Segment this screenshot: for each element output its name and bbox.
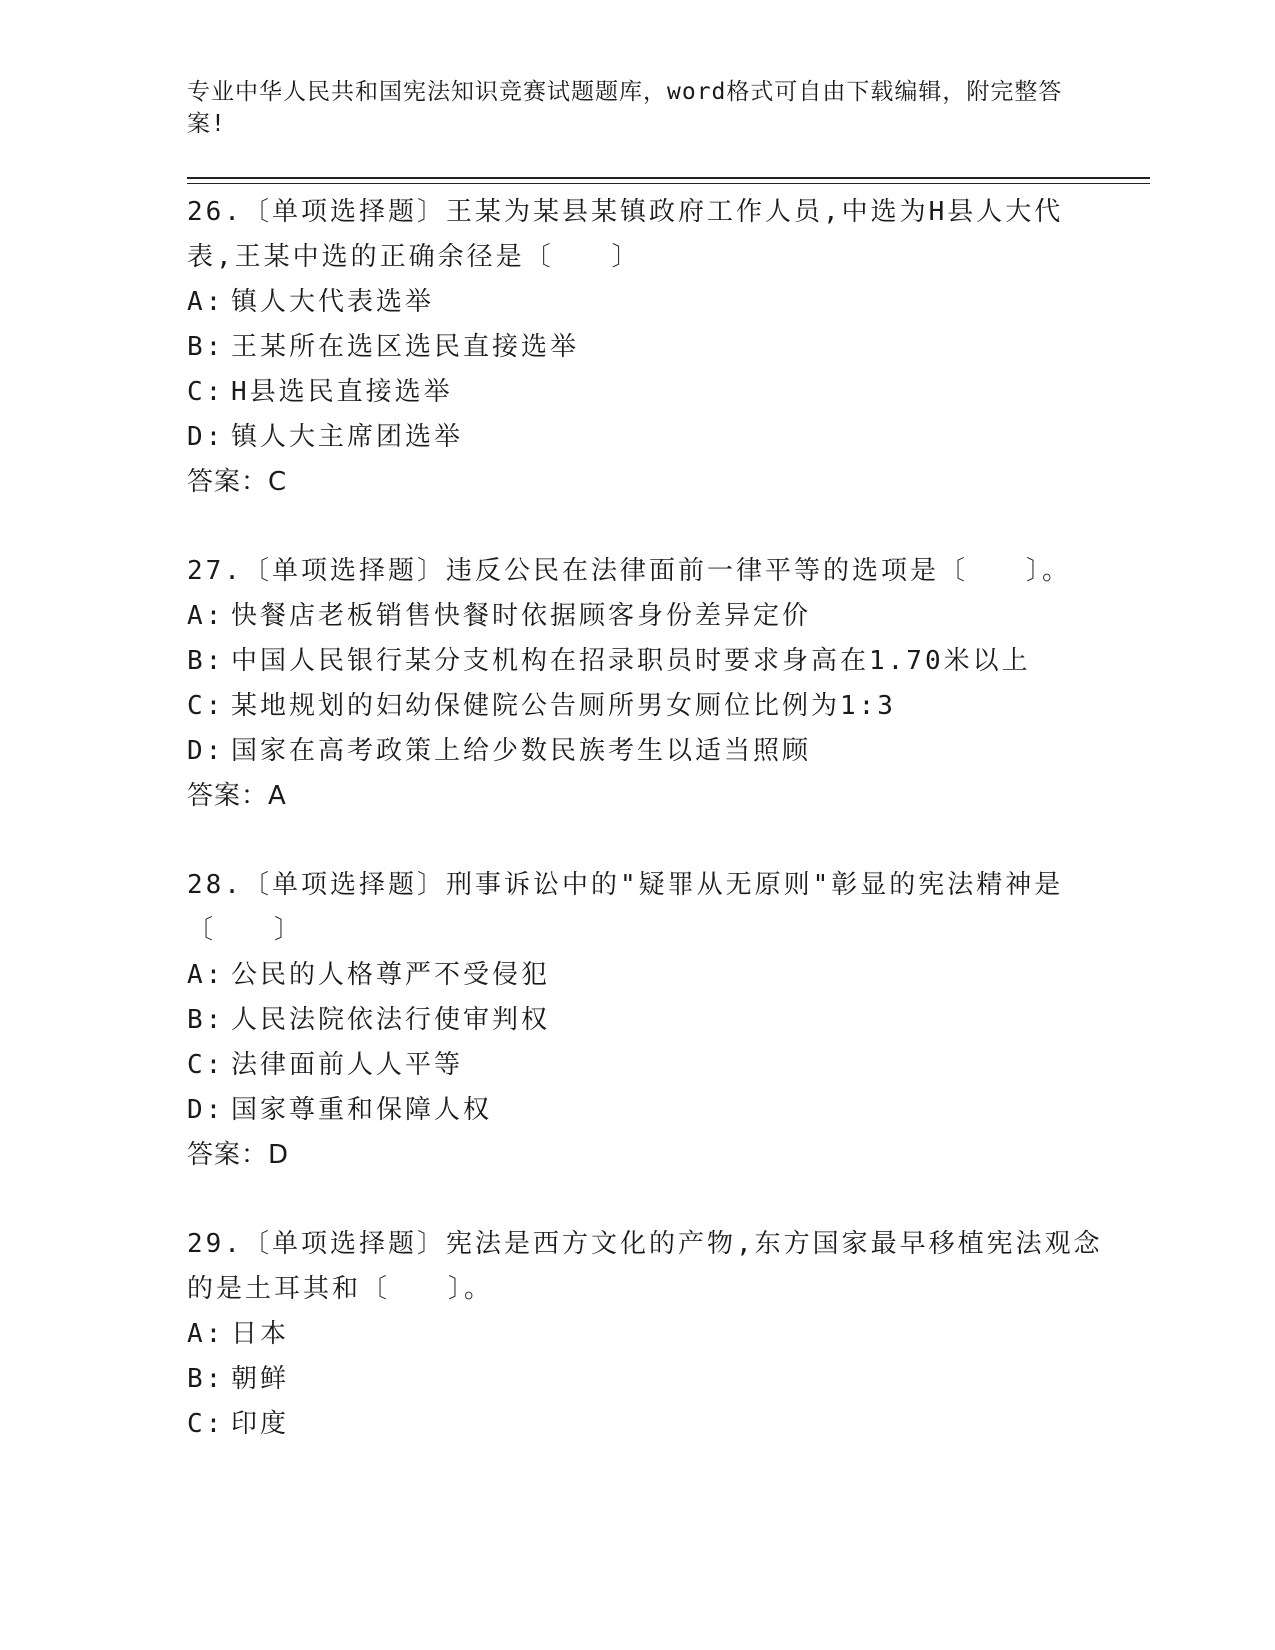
question-stem: 28.〔单项选择题〕刑事诉讼中的"疑罪从无原则"彰显的宪法精神是〔 〕: [187, 870, 1064, 945]
answer-line: 答案：D: [187, 1140, 290, 1170]
option-key: A:: [187, 960, 225, 990]
option-key: C:: [187, 691, 225, 721]
option-key: B:: [187, 1005, 225, 1035]
option-a: [187, 280, 1107, 325]
option-key: A:: [187, 1319, 225, 1349]
option-text: 王某所在选区选民直接选举: [231, 332, 580, 362]
question-stem: 27.〔单项选择题〕违反公民在法律面前一律平等的选项是〔 〕。: [187, 556, 1071, 586]
question-29: [187, 1222, 1107, 1447]
answer-line: 答案：A: [187, 781, 287, 811]
option-d: [187, 1088, 1107, 1133]
option-key: B:: [187, 1364, 225, 1394]
option-text: 人民法院依法行使审判权: [231, 1005, 551, 1035]
option-key: C:: [187, 1409, 225, 1439]
option-c: [187, 1402, 1107, 1447]
header-rule-thin: [187, 183, 1150, 184]
option-a: [187, 953, 1107, 998]
option-key: C:: [187, 377, 225, 407]
option-b: [187, 325, 1107, 370]
option-text: 法律面前人人平等: [231, 1050, 464, 1080]
option-key: C:: [187, 1050, 225, 1080]
option-key: A:: [187, 287, 225, 317]
option-text: 镇人大主席团选举: [231, 422, 464, 452]
question-27: [187, 549, 1107, 819]
option-key: D:: [187, 1095, 225, 1125]
option-text: H县选民直接选举: [231, 377, 453, 407]
option-text: 公民的人格尊严不受侵犯: [231, 960, 551, 990]
question-26: [187, 190, 1107, 505]
option-text: 国家尊重和保障人权: [231, 1095, 493, 1125]
document-header: 专业中华人民共和国宪法知识竞赛试题题库，word格式可自由下载编辑，附完整答案!: [187, 79, 1063, 137]
option-text: 印度: [231, 1409, 290, 1439]
option-c: [187, 370, 1107, 415]
option-text: 日本: [231, 1319, 290, 1349]
option-d: [187, 729, 1107, 774]
option-text: 国家在高考政策上给少数民族考生以适当照顾: [231, 736, 812, 766]
option-b: [187, 1357, 1107, 1402]
option-text: 朝鲜: [231, 1364, 290, 1394]
question-28: [187, 863, 1107, 1178]
option-key: D:: [187, 422, 225, 452]
option-b: [187, 639, 1107, 684]
option-key: B:: [187, 332, 225, 362]
option-text: 快餐店老板销售快餐时依据顾客身份差异定价: [231, 601, 812, 631]
option-d: [187, 415, 1107, 460]
option-key: D:: [187, 736, 225, 766]
question-stem: 29.〔单项选择题〕宪法是西方文化的产物,东方国家最早移植宪法观念的是土耳其和〔 〕。: [187, 1229, 1103, 1304]
option-key: B:: [187, 646, 225, 676]
option-a: [187, 1312, 1107, 1357]
option-text: 某地规划的妇幼保健院公告厕所男女厕位比例为1:3: [231, 691, 896, 721]
question-list: [187, 190, 1107, 1491]
option-c: [187, 1043, 1107, 1088]
header-rule-thick: [187, 177, 1150, 179]
option-text: 中国人民银行某分支机构在招录职员时要求身高在1.70米以上: [231, 646, 1031, 676]
option-c: [187, 684, 1107, 729]
option-a: [187, 594, 1107, 639]
option-key: A:: [187, 601, 225, 631]
option-text: 镇人大代表选举: [231, 287, 435, 317]
question-stem: 26.〔单项选择题〕王某为某县某镇政府工作人员,中选为H县人大代表,王某中选的正确余径是〔 〕: [187, 197, 1064, 272]
answer-line: 答案：C: [187, 467, 288, 497]
option-b: [187, 998, 1107, 1043]
